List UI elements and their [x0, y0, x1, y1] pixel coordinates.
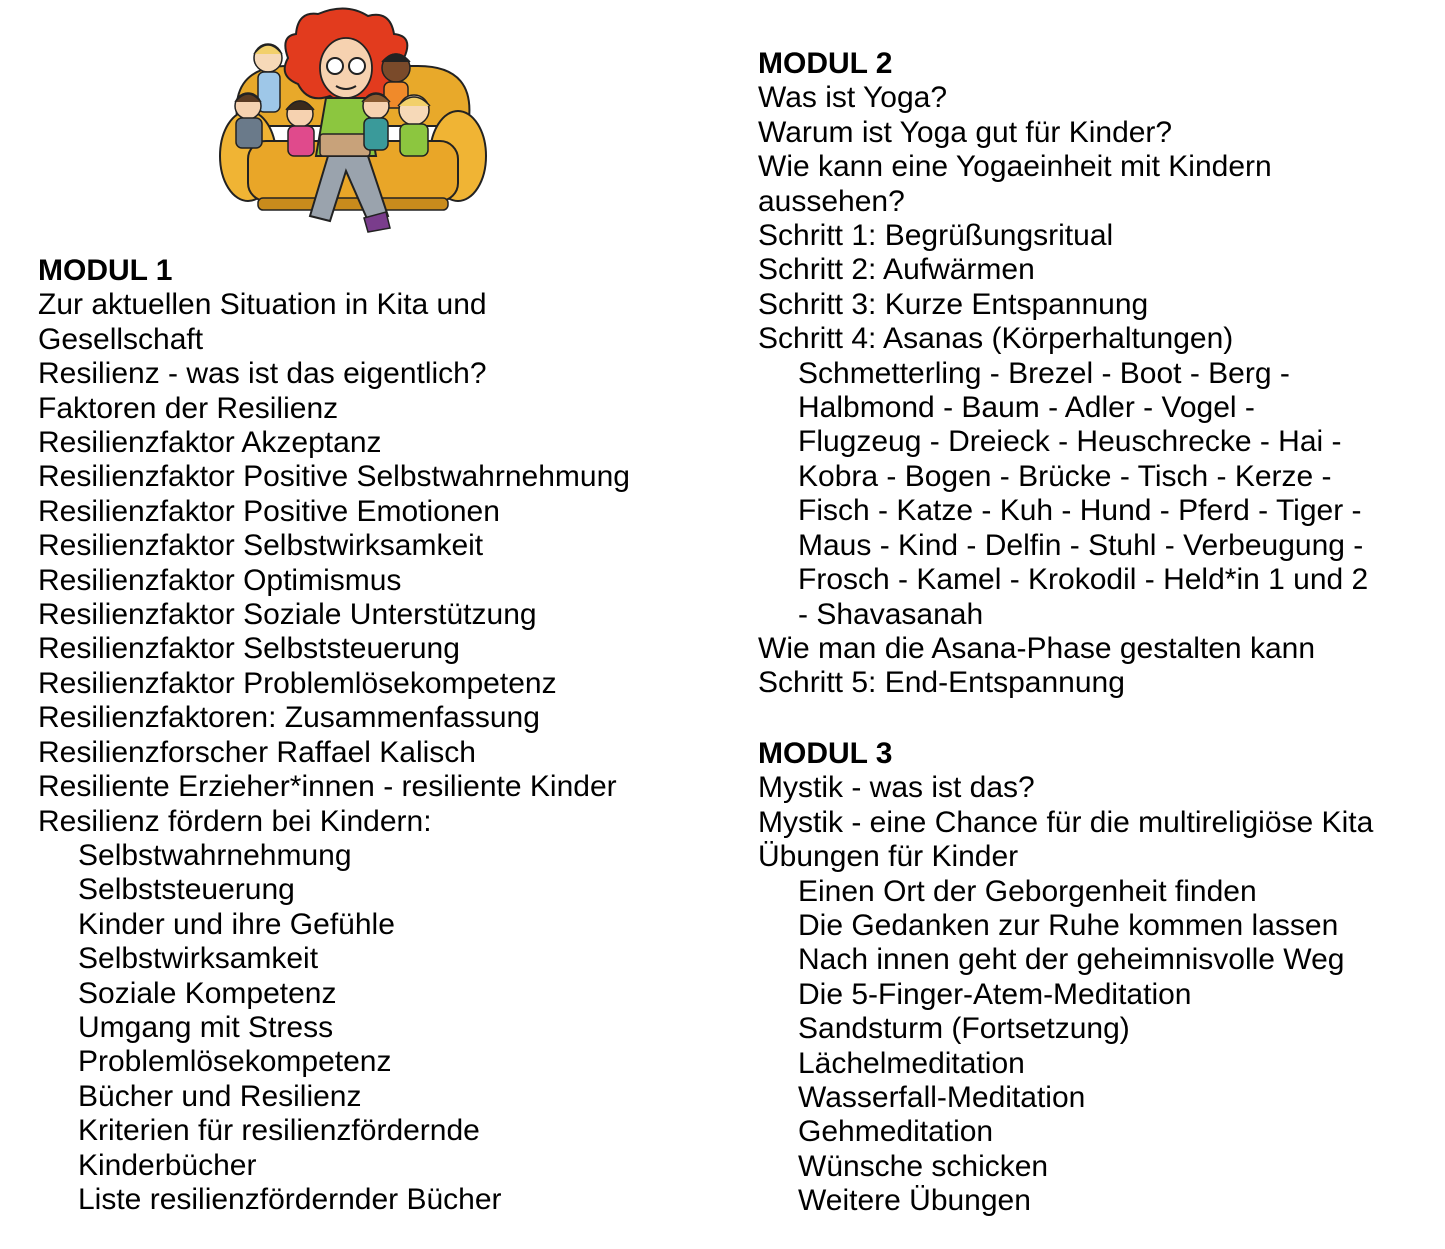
modul-1-item: Resilienzfaktor Positive Emotionen [38, 494, 500, 528]
asana-line: Maus - Kind - Delfin - Stuhl - Verbeugung - [798, 528, 1364, 562]
modul-3-subitem: Lächelmeditation [798, 1046, 1025, 1080]
modul-3-subitem: Sandsturm (Fortsetzung) [798, 1012, 1130, 1046]
modul-1-item: Resilienzfaktor Soziale Unterstützung [38, 598, 537, 632]
asana-line: Fisch - Katze - Kuh - Hund - Pferd - Tiger - [798, 494, 1362, 528]
modul-2-item: Schritt 1: Begrüßungsritual [758, 219, 1114, 253]
modul-3-heading: MODUL 3 [758, 737, 893, 770]
modul-3-subitem: Wünsche schicken [798, 1149, 1049, 1183]
asana-line: Flugzeug - Dreieck - Heuschrecke - Hai - [798, 425, 1342, 459]
modul-3-item: Mystik - eine Chance für die multireligiöse Kita [758, 805, 1374, 839]
modul-2-item: Was ist Yoga? [758, 81, 948, 115]
modul-1-subitem: Kinder und ihre Gefühle [78, 907, 395, 941]
asana-line: Halbmond - Baum - Adler - Vogel - [798, 391, 1255, 425]
modul-1-item: Zur aktuellen Situation in Kita und [38, 288, 487, 322]
modul-1-section [38, 254, 630, 1217]
modul-3-item: Mystik - was ist das? [758, 771, 1035, 805]
modul-1-item: Resilienz - was ist das eigentlich? [38, 357, 487, 391]
modul-1-item: Gesellschaft [38, 322, 204, 356]
modul-2-item: Schritt 3: Kurze Entspannung [758, 287, 1149, 321]
modul-3-section [758, 737, 1373, 1219]
modul-1-subitem: Kinderbücher [78, 1148, 257, 1182]
modul-1-item: Resilienz fördern bei Kindern: [38, 804, 432, 838]
modul-2-item: Schritt 5: End-Entspannung [758, 666, 1125, 700]
modul-1-subitem: Selbstwahrnehmung [78, 838, 352, 872]
modul-3-item: Übungen für Kinder [758, 840, 1019, 874]
modul-1-item: Faktoren der Resilienz [38, 391, 339, 425]
modul-1-item: Resilienzfaktor Problemlösekompetenz [38, 666, 557, 700]
modul-3-subitem: Einen Ort der Geborgenheit finden [798, 874, 1257, 908]
modul-1-subitem: Umgang mit Stress [78, 1010, 334, 1044]
modul-2-item: Warum ist Yoga gut für Kinder? [758, 115, 1173, 149]
modul-1-item: Resilienzfaktor Selbstwirksamkeit [38, 529, 484, 563]
modul-3-subitem: Gehmeditation [798, 1115, 994, 1149]
asana-line: Kobra - Bogen - Brücke - Tisch - Kerze - [798, 459, 1332, 493]
modul-1-item: Resilienzfaktor Akzeptanz [38, 426, 382, 460]
modul-1-subitem: Liste resilienzfördernder Bücher [78, 1182, 502, 1216]
modul-2-item: aussehen? [758, 184, 905, 218]
asana-line: - Shavasanah [798, 597, 984, 631]
modul-3-subitem: Nach innen geht der geheimnisvolle Weg [798, 943, 1345, 977]
modul-1-subitem: Selbstwirksamkeit [78, 942, 319, 976]
modul-1-item: Resilienzfaktor Selbststeuerung [38, 632, 460, 666]
reading-children-illustration [218, 6, 488, 238]
modul-3-subitem: Die 5-Finger-Atem-Meditation [798, 977, 1192, 1011]
modul-1-item: Resilienzfaktor Optimismus [38, 563, 402, 597]
modul-1-item: Resilienzforscher Raffael Kalisch [38, 735, 476, 769]
modul-3-subitem: Weitere Übungen [798, 1184, 1031, 1218]
modul-1-item: Resiliente Erzieher*innen - resiliente Kinder [38, 770, 617, 804]
modul-1-subitem: Kriterien für resilienzfördernde [78, 1114, 480, 1148]
modul-1-heading: MODUL 1 [38, 254, 173, 287]
modul-2-section [758, 47, 1368, 701]
modul-3-subitem: Wasserfall-Meditation [798, 1081, 1086, 1115]
modul-1-subitem: Selbststeuerung [78, 873, 295, 907]
modul-2-item: Schritt 2: Aufwärmen [758, 253, 1035, 287]
modul-3-subitem: Die Gedanken zur Ruhe kommen lassen [798, 909, 1339, 943]
asana-line: Schmetterling - Brezel - Boot - Berg - [798, 356, 1290, 390]
modul-1-item: Resilienzfaktor Positive Selbstwahrnehmung [38, 460, 630, 494]
asana-line: Frosch - Kamel - Krokodil - Held*in 1 und 2 [798, 563, 1369, 597]
modul-2-item: Wie kann eine Yogaeinheit mit Kindern [758, 150, 1272, 184]
modul-1-subitem: Soziale Kompetenz [78, 976, 337, 1010]
modul-2-heading: MODUL 2 [758, 47, 893, 80]
modul-2-item: Wie man die Asana-Phase gestalten kann [758, 631, 1316, 665]
modul-1-item: Resilienzfaktoren: Zusammenfassung [38, 701, 540, 735]
modul-1-subitem: Bücher und Resilienz [78, 1079, 362, 1113]
modul-1-subitem: Problemlösekompetenz [78, 1045, 392, 1079]
modul-2-item: Schritt 4: Asanas (Körperhaltungen) [758, 322, 1234, 356]
